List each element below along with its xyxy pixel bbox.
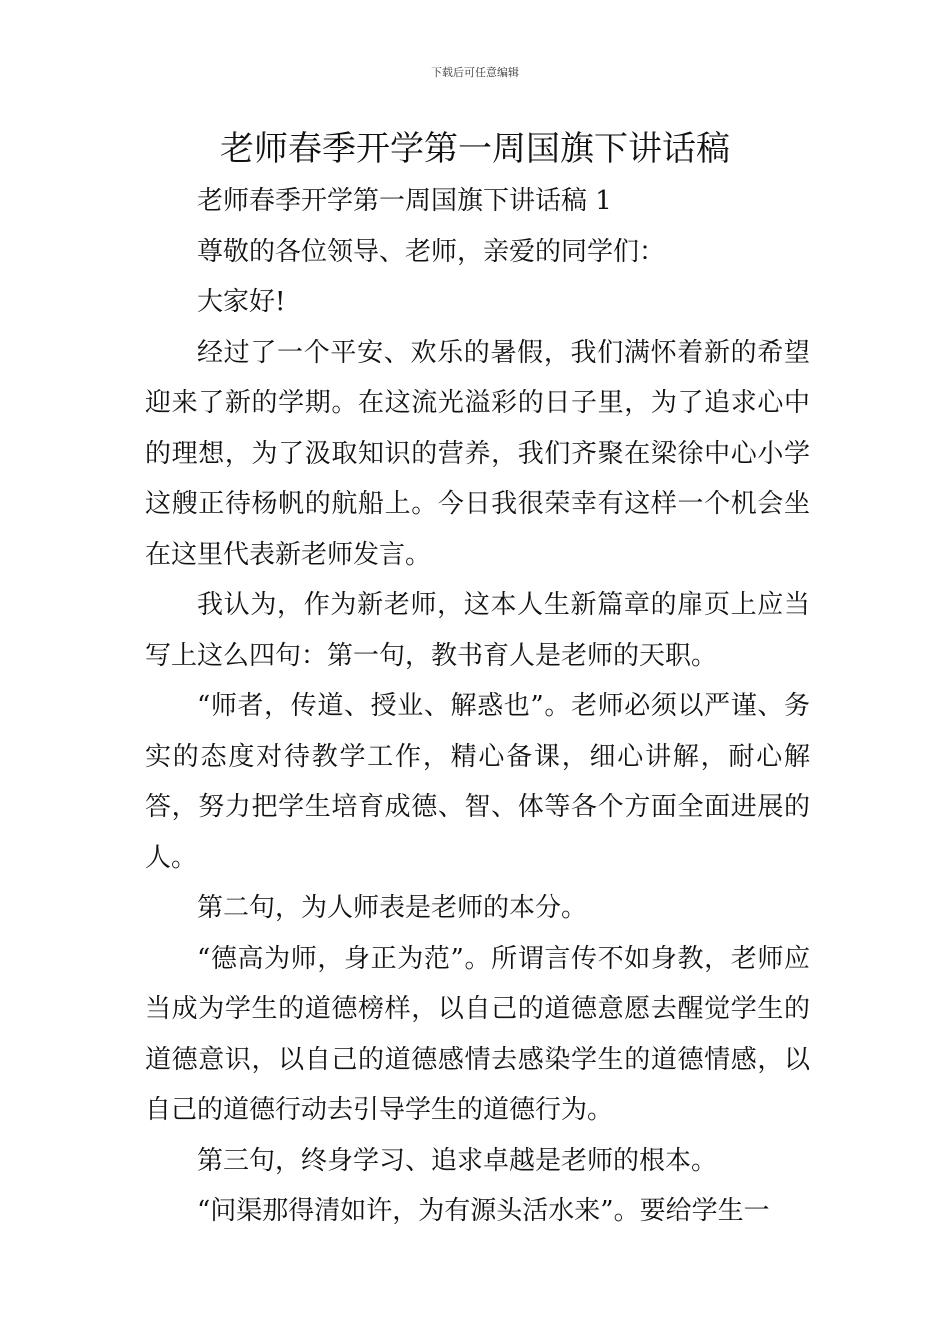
- paragraph-second-point: 第二句，为人师表是老师的本分。: [197, 893, 588, 923]
- document-body: [145, 176, 810, 1237]
- paragraph-greeting: 大家好!: [197, 287, 286, 317]
- paragraph-third-point: 第三句，终身学习、追求卓越是老师的根本。: [197, 1145, 718, 1176]
- paragraph-second-quote: “德高为师，身正为范”。所谓言传不如身教，老师应当成为学生的道德榜样，以自己的道德意愿去醒觉学生的道德意识，以自己的道德感情去感染学生的道德情感，以自己的道德行动去引导学生的道德行为。: [145, 943, 810, 1125]
- document-title: 老师春季开学第一周国旗下讲话稿: [220, 129, 730, 169]
- paragraph-salutation: 尊敬的各位领导、老师，亲爱的同学们：: [197, 236, 666, 267]
- paragraph-first-point: 我认为，作为新老师，这本人生新篇章的扉页上应当写上这么四句：第一句，教书育人是老师的天职。: [145, 590, 810, 671]
- paragraph-third-quote: “问渠那得清如许，为有源头活水来”。要给学生一: [197, 1196, 770, 1226]
- paragraph-intro: 经过了一个平安、欢乐的暑假，我们满怀着新的希望迎来了新的学期。在这流光溢彩的日子里，为了追求心中的理想，为了汲取知识的营养，我们齐聚在梁徐中心小学这艘正待杨帆的航船上。今日我很荣幸有这样一个机会坐在这里代表新老师发言。: [145, 337, 810, 570]
- header-note: 下载后可任意编辑: [431, 66, 519, 79]
- paragraph-first-quote: “师者，传道、授业、解惑也”。老师必须以严谨、务实的态度对待教学工作，精心备课，细心讲解，耐心解答，努力把学生培育成德、智、体等各个方面全面进展的人。: [145, 691, 810, 873]
- paragraph-subtitle: 老师春季开学第一周国旗下讲话稿 1: [197, 186, 612, 216]
